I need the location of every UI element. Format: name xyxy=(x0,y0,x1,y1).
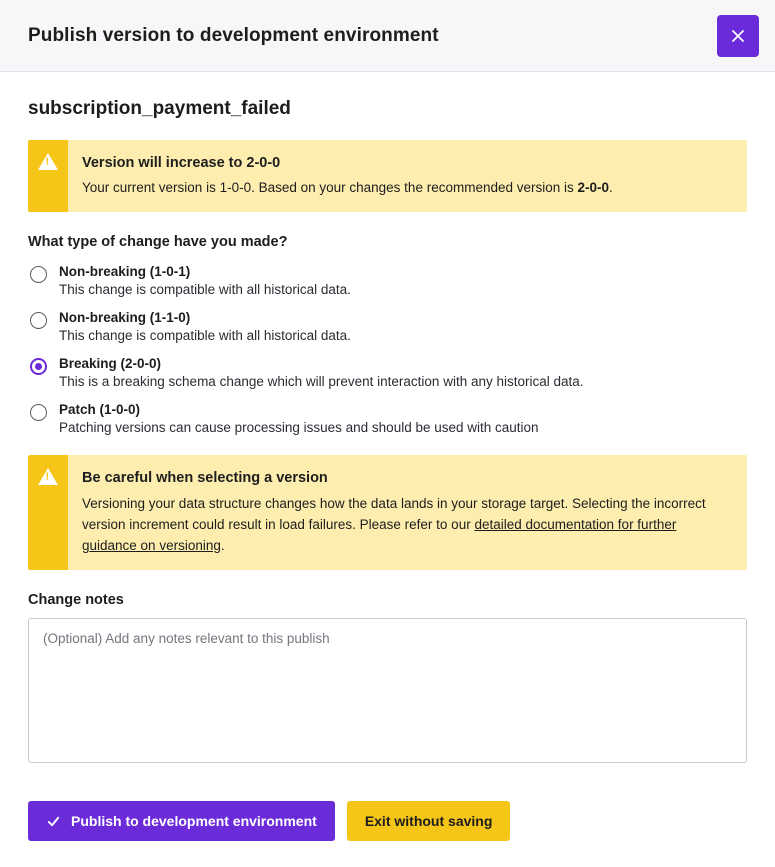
radio-option-non-breaking-1-0-1[interactable] xyxy=(28,264,747,297)
modal-header xyxy=(0,0,775,72)
warning-icon xyxy=(28,140,68,212)
recommended-version: 2-0-0 xyxy=(577,180,610,196)
radio-option-non-breaking-1-1-0[interactable] xyxy=(28,310,747,343)
schema-name: subscription_payment_failed xyxy=(28,98,291,119)
exit-without-saving-button[interactable] xyxy=(347,801,511,841)
version-callout-body-suffix: . xyxy=(609,180,613,196)
radio-icon[interactable] xyxy=(30,312,47,329)
version-callout-body-prefix: Your current version is 1-0-0. Based on your changes the recommended version is xyxy=(82,180,578,196)
version-increase-callout-body xyxy=(82,180,613,195)
exit-button-label: Exit without saving xyxy=(364,813,493,829)
versioning-guidance-callout-text xyxy=(68,455,747,569)
close-icon[interactable] xyxy=(717,15,759,57)
change-notes-label: Change notes xyxy=(28,591,124,608)
version-increase-callout-text xyxy=(68,140,629,212)
radio-icon-selected[interactable] xyxy=(30,358,47,375)
radio-option-title: Non-breaking (1-1-0) xyxy=(59,310,191,326)
radio-option-description: This change is compatible with all historical data. xyxy=(59,328,351,344)
radio-option-title: Non-breaking (1-0-1) xyxy=(59,264,191,280)
radio-option-description: This change is compatible with all historical data. xyxy=(59,282,351,298)
radio-icon[interactable] xyxy=(30,404,47,421)
check-icon xyxy=(46,814,61,829)
radio-option-title: Breaking (2-0-0) xyxy=(59,356,162,372)
radio-option-title: Patch (1-0-0) xyxy=(59,402,141,418)
version-increase-callout-title: Version will increase to 2-0-0 xyxy=(82,155,281,171)
versioning-guidance-body-prefix: Versioning your data structure changes how the data lands in your storage target. Selecting the incorrect version increment could result in load failures. Please refer to our xyxy=(82,495,706,532)
publish-button[interactable] xyxy=(28,801,335,841)
warning-icon xyxy=(28,455,68,569)
change-notes-input[interactable] xyxy=(28,618,747,763)
versioning-guidance-callout xyxy=(28,455,747,569)
modal-footer xyxy=(0,779,775,867)
radio-option-breaking-2-0-0[interactable] xyxy=(28,356,747,389)
radio-option-description: This is a breaking schema change which will prevent interaction with any historical data. xyxy=(59,374,584,390)
radio-icon[interactable] xyxy=(30,266,47,283)
versioning-documentation-link[interactable]: detailed documentation for further guidance on versioning xyxy=(82,516,677,553)
radio-option-patch-1-0-0[interactable] xyxy=(28,402,747,435)
versioning-guidance-body-suffix: . xyxy=(220,537,225,553)
versioning-guidance-body xyxy=(82,496,706,553)
version-increase-callout xyxy=(28,140,747,212)
versioning-guidance-title: Be careful when selecting a version xyxy=(82,470,328,487)
modal-body xyxy=(0,72,775,779)
radio-option-description: Patching versions can cause processing issues and should be used with caution xyxy=(59,420,539,436)
publish-button-label: Publish to development environment xyxy=(71,813,317,829)
change-type-label: What type of change have you made? xyxy=(28,234,288,251)
change-type-radio-group xyxy=(28,264,747,435)
modal-title: Publish version to development environment xyxy=(28,24,439,46)
